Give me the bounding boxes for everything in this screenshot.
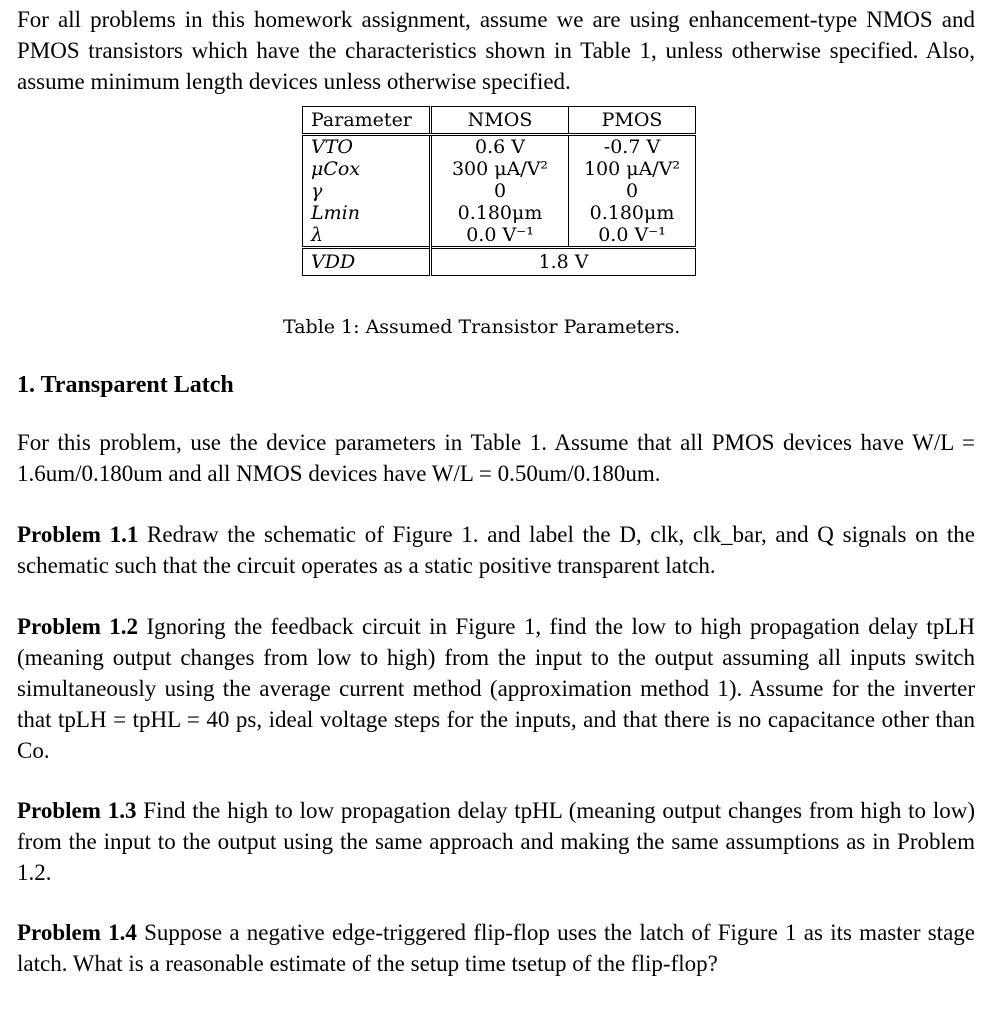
pmos-value: -0.7 V	[569, 135, 696, 159]
param-name-vdd: VDD	[303, 248, 431, 276]
header-pmos: PMOS	[569, 107, 696, 135]
problem-text: Find the high to low propagation delay tpHL (meaning output changes from high to low) from the input to the output using the same approach and making the same assumptions as in Problem 1.2.	[17, 798, 975, 885]
problem-1-2	[17, 611, 975, 766]
problem-text: Redraw the schematic of Figure 1. and label the D, clk, clk_bar, and Q signals on the schematic such that the circuit operates as a static positive transparent latch.	[17, 522, 975, 578]
param-name: VTO	[303, 135, 431, 159]
param-name: Lmin	[303, 202, 431, 224]
table-row	[303, 224, 696, 248]
problem-label: Problem 1.1	[17, 522, 139, 547]
section-intro-paragraph: For this problem, use the device parameters in Table 1. Assume that all PMOS devices have W/L = 1.6um/0.180um and all NMOS devices have W/L = 0.50um/0.180um.	[17, 430, 975, 486]
nmos-value: 0.0 V⁻¹	[431, 224, 569, 248]
table-caption: Table 1: Assumed Transistor Parameters.	[283, 316, 681, 338]
table-row	[303, 180, 696, 202]
nmos-value: 300 μA/V²	[431, 158, 569, 180]
nmos-value: 0	[431, 180, 569, 202]
nmos-value: 0.180μm	[431, 202, 569, 224]
table-row	[303, 202, 696, 224]
pmos-value: 0.0 V⁻¹	[569, 224, 696, 248]
problem-label: Problem 1.3	[17, 798, 137, 823]
param-name: μCox	[303, 158, 431, 180]
problem-text: Suppose a negative edge-triggered flip-flop uses the latch of Figure 1 as its master stage latch. What is a reasonable estimate of the setup time tsetup of the flip-flop?	[17, 920, 975, 976]
table-row	[303, 135, 696, 159]
section-title: 1. Transparent Latch	[17, 372, 234, 398]
vdd-value: 1.8 V	[431, 248, 696, 276]
header-parameter: Parameter	[303, 107, 431, 135]
pmos-value: 0	[569, 180, 696, 202]
problem-1-3	[17, 795, 975, 888]
intro-paragraph: For all problems in this homework assignment, assume we are using enhancement-type NMOS and PMOS transistors which have the characteristics shown in Table 1, unless otherwise specified. Also, assume minimum length devices unless otherwise specified.	[17, 7, 975, 94]
table-header-row	[303, 107, 696, 135]
param-name: λ	[303, 224, 431, 248]
problem-text: Ignoring the feedback circuit in Figure 1, find the low to high propagation delay tpLH (meaning output changes from low to high) from the input to the output assuming all inputs switch simultaneously using the average current method (approximation method 1). Assume for the inverter that tpLH = tpHL = 40 ps, ideal voltage steps for the inputs, and that there is no capacitance other than Co.	[17, 614, 975, 763]
header-nmos: NMOS	[431, 107, 569, 135]
problem-1-1	[17, 519, 975, 581]
parameters-table	[302, 106, 696, 276]
table-row	[303, 158, 696, 180]
problem-label: Problem 1.2	[17, 614, 139, 639]
nmos-value: 0.6 V	[431, 135, 569, 159]
parameters-table-wrapper	[302, 106, 696, 276]
pmos-value: 0.180μm	[569, 202, 696, 224]
pmos-value: 100 μA/V²	[569, 158, 696, 180]
problem-label: Problem 1.4	[17, 920, 137, 945]
table-footer-row	[303, 248, 696, 276]
problem-1-4	[17, 917, 975, 979]
param-name: γ	[303, 180, 431, 202]
